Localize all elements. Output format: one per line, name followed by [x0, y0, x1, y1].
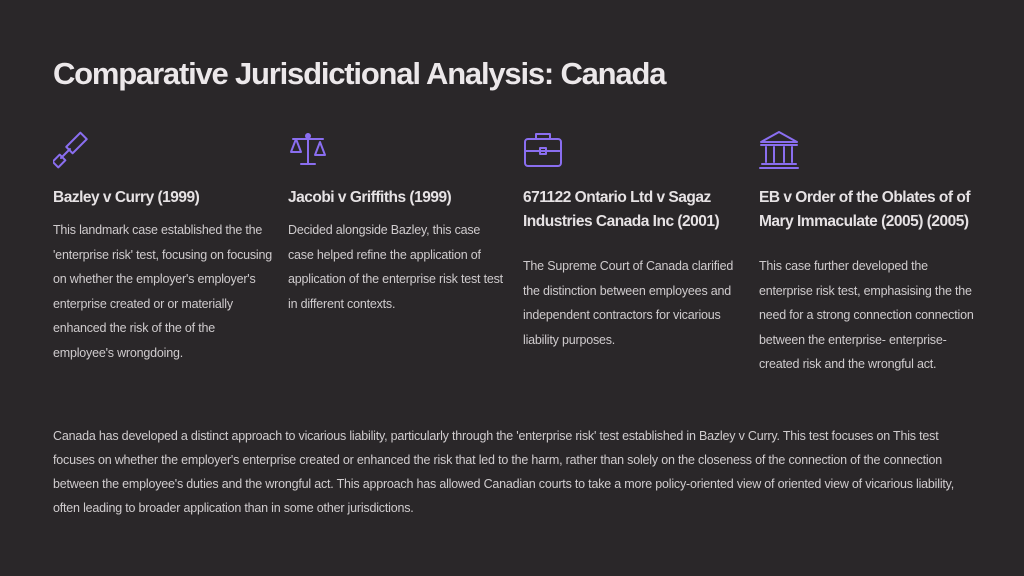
- case-description: Decided alongside Bazley, this case case helped refine the application of application of the enterprise risk test test in different contexts.: [288, 223, 503, 311]
- page-title: Comparative Jurisdictional Analysis: Canada: [53, 56, 666, 91]
- case-column-sagaz: [523, 130, 743, 352]
- case-heading: Jacobi v Griffiths (1999): [288, 189, 452, 206]
- case-description: This case further developed the enterprise risk test, emphasising the the need for a strong connection connection between the enterprise- enterprise-created risk and the wrongful act.: [759, 259, 974, 371]
- case-column-jacobi: [288, 130, 508, 316]
- case-heading: Bazley v Curry (1999): [53, 189, 200, 206]
- case-description: The Supreme Court of Canada clarified the distinction between employees and independent contractors for vicarious liability purposes.: [523, 259, 734, 347]
- case-column-bazley: [53, 130, 273, 365]
- case-column-oblates: [759, 130, 979, 377]
- case-heading: 671122 Ontario Ltd v Sagaz Industries Canada Inc (2001): [523, 189, 720, 230]
- case-description: This landmark case established the the 'enterprise risk' test, focusing on focusing on whether the employer's employer's enterprise created or or materially enhanced the risk of the of the employee's wrongdoing.: [53, 223, 273, 360]
- briefcase-icon: [523, 130, 563, 170]
- summary-paragraph: Canada has developed a distinct approach to vicarious liability, particularly through the 'enterprise risk' test established in Bazley v Curry. This test focuses on This test focuses on whether the employer's enterprise created or enhanced the risk that led to the harm, rather than solely on the closeness of the connection of the connection between the employee's duties and the wrongful act. This approach has allowed Canadian courts to take a more policy-oriented view of oriented view of vicarious liability, often leading to broader application than in some other jurisdictions.: [53, 429, 955, 515]
- gavel-icon: [53, 130, 93, 170]
- case-heading: EB v Order of the Oblates of of Mary Immaculate (2005) (2005): [759, 189, 970, 230]
- scales-icon: [288, 130, 328, 170]
- courthouse-icon: [759, 130, 799, 170]
